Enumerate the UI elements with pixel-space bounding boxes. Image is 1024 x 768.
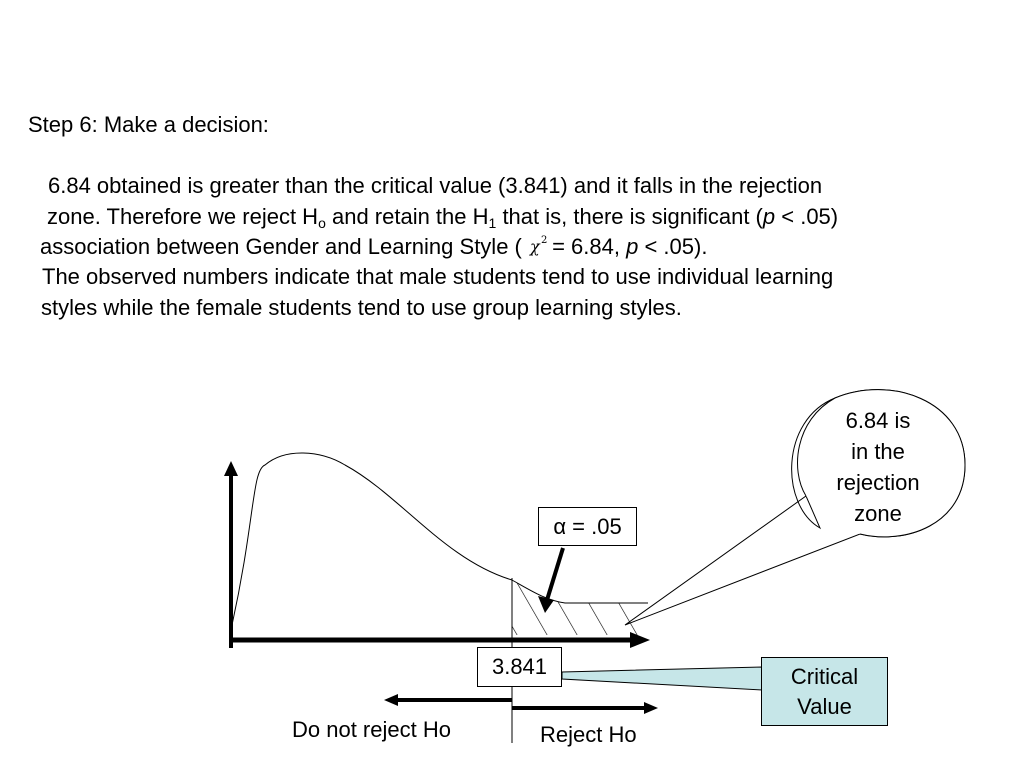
alpha-label-box: α = .05 bbox=[538, 507, 637, 546]
chi-square-symbol: χ 2 bbox=[529, 235, 548, 256]
callout-text: 6.84 is in the rejection zone bbox=[836, 408, 920, 526]
reject-label: Reject Ho bbox=[540, 722, 637, 747]
alpha-arrow bbox=[547, 548, 563, 600]
reject-arrowhead bbox=[644, 702, 658, 714]
critical-connector bbox=[562, 667, 762, 690]
paragraph-line-3: association between Gender and Learning Style ( χ 2 = 6.84, p < .05). bbox=[40, 234, 708, 259]
paragraph-line-5: styles while the female students tend to use group learning styles. bbox=[41, 295, 682, 320]
critical-value-label: Critical Value bbox=[761, 657, 888, 726]
paragraph-line-2: zone. Therefore we reject $H_o$ and retain the $H_1$ that is, there is significant (p < .05) bbox=[47, 204, 839, 231]
do-not-reject-label: Do not reject Ho bbox=[292, 717, 451, 742]
do-not-reject-arrowhead bbox=[384, 694, 398, 706]
rejection-region bbox=[512, 580, 648, 635]
critical-value-box: 3.841 bbox=[477, 647, 562, 687]
y-axis-arrowhead bbox=[224, 461, 238, 476]
paragraph-line-1: 6.84 obtained is greater than the critical value (3.841) and it falls in the rejection bbox=[48, 173, 823, 198]
paragraph-line-4: The observed numbers indicate that male students tend to use individual learning bbox=[42, 264, 834, 289]
step-heading: Step 6: Make a decision: bbox=[28, 112, 269, 137]
